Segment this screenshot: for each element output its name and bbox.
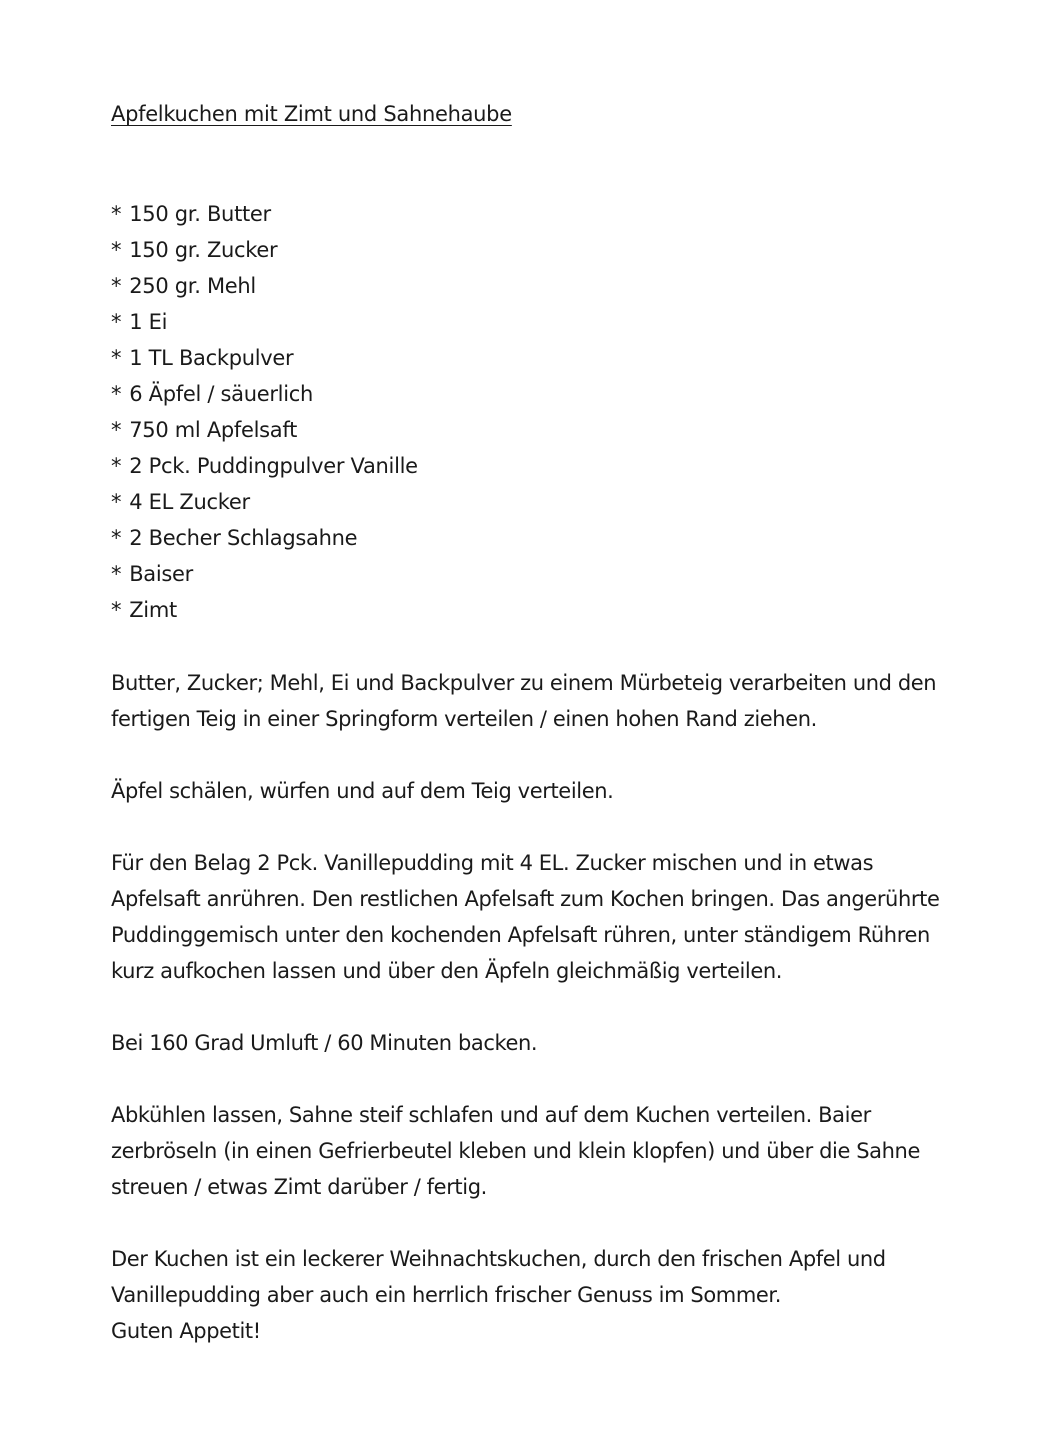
instruction-apples: Äpfel schälen, würfen und auf dem Teig verteilen. <box>111 779 614 803</box>
ingredient-item <box>111 556 951 592</box>
recipe-page <box>111 96 951 1349</box>
bullet-marker: * <box>111 598 122 622</box>
bullet-marker: * <box>111 274 122 298</box>
ingredient-item <box>111 592 951 628</box>
bullet-marker: * <box>111 238 122 262</box>
instruction-finish: Abkühlen lassen, Sahne steif schlafen und auf dem Kuchen verteilen. Baier zerbröseln (in einen Gefrierbeutel kleben und klein klopfen) und über die Sahne streuen / etwas Zimt darüber / fertig. <box>111 1103 920 1199</box>
bullet-marker: * <box>111 382 122 406</box>
recipe-title: Apfelkuchen mit Zimt und Sahnehaube <box>111 102 512 126</box>
ingredient-item <box>111 484 951 520</box>
ingredient-text: Baiser <box>129 562 194 586</box>
ingredient-text: 150 gr. Butter <box>129 202 271 226</box>
ingredient-list <box>111 196 951 628</box>
ingredient-text: 1 Ei <box>129 310 168 334</box>
instruction-dough: Butter, Zucker; Mehl, Ei und Backpulver zu einem Mürbeteig verarbeiten und den fertigen Teig in einer Springform verteilen / einen hohen Rand ziehen. <box>111 671 937 731</box>
ingredient-text: 2 Pck. Puddingpulver Vanille <box>129 454 418 478</box>
ingredient-item <box>111 304 951 340</box>
ingredient-text: Zimt <box>129 598 177 622</box>
ingredient-item <box>111 268 951 304</box>
ingredient-text: 4 EL Zucker <box>129 490 250 514</box>
ingredient-item <box>111 376 951 412</box>
bullet-marker: * <box>111 526 122 550</box>
ingredient-item <box>111 196 951 232</box>
ingredient-text: 2 Becher Schlagsahne <box>129 526 358 550</box>
bullet-marker: * <box>111 562 122 586</box>
bullet-marker: * <box>111 454 122 478</box>
ingredient-item <box>111 232 951 268</box>
ingredient-text: 750 ml Apfelsaft <box>129 418 298 442</box>
ingredient-text: 6 Äpfel / säuerlich <box>129 382 314 406</box>
instruction-baking: Bei 160 Grad Umluft / 60 Minuten backen. <box>111 1031 538 1055</box>
ingredient-item <box>111 412 951 448</box>
ingredient-text: 1 TL Backpulver <box>129 346 294 370</box>
ingredient-text: 250 gr. Mehl <box>129 274 256 298</box>
ingredient-item <box>111 520 951 556</box>
bullet-marker: * <box>111 202 122 226</box>
closing-greeting: Guten Appetit! <box>111 1319 261 1343</box>
ingredient-text: 150 gr. Zucker <box>129 238 278 262</box>
closing-remark: Der Kuchen ist ein leckerer Weihnachtskuchen, durch den frischen Apfel und Vanillepudding aber auch ein herrlich frischer Genuss im Sommer. <box>111 1247 886 1307</box>
bullet-marker: * <box>111 418 122 442</box>
instruction-topping: Für den Belag 2 Pck. Vanillepudding mit 4 EL. Zucker mischen und in etwas Apfelsaft anrühren. Den restlichen Apfelsaft zum Kochen bringen. Das angerührte Puddinggemisch unter den kochenden Apfelsaft rühren, unter ständigem Rühren kurz aufkochen lassen und über den Äpfeln gleichmäßig verteilen. <box>111 851 940 983</box>
bullet-marker: * <box>111 310 122 334</box>
bullet-marker: * <box>111 346 122 370</box>
ingredient-item <box>111 448 951 484</box>
bullet-marker: * <box>111 490 122 514</box>
ingredient-item <box>111 340 951 376</box>
